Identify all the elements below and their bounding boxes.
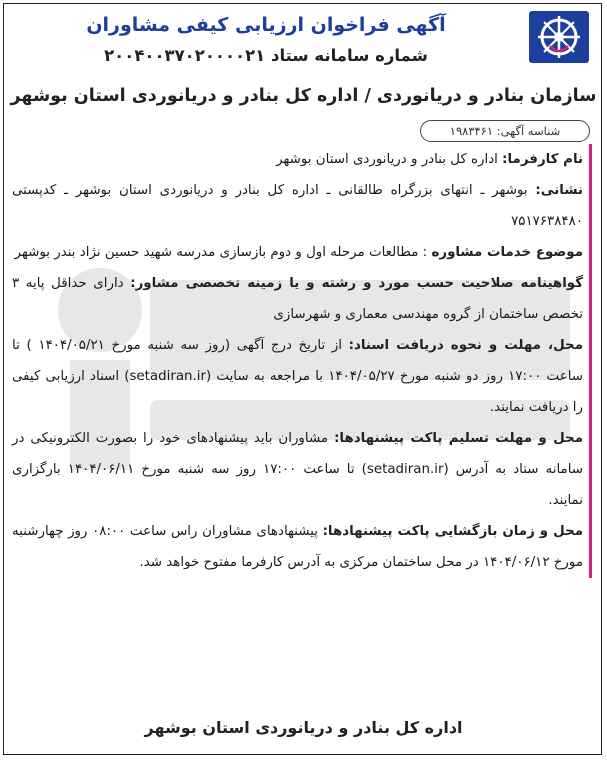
ad-title: آگهی فراخوان ارزیابی کیفی مشاوران <box>86 14 446 36</box>
submission-section <box>12 423 592 516</box>
subject-label: موضوع خدمات مشاوره <box>431 245 583 260</box>
submission-label: محل و مهلت تسلیم پاکت پیشنهادها: <box>334 431 583 446</box>
organization-title: سازمان بنادر و دریانوردی / اداره کل بنادر و دریانوردی استان بوشهر <box>10 86 597 106</box>
address-value: بوشهر ـ انتهای بزرگراه طالقانی ـ اداره کل بنادر و دریانوردی استان بوشهر ـ کدپستی ۷۵۱۷۶۳۸۴۸۰ <box>12 183 583 229</box>
address-label: نشانی: <box>535 183 583 198</box>
ports-maritime-logo-icon <box>528 10 590 64</box>
submission-value: مشاوران باید پیشنهادهای خود را بصورت الکترونیکی در سامانه ستاد به آدرس (setadiran.ir) تا ساعت ۱۷:۰۰ روز سه شنبه مورخ ۱۴۰۴/۰۶/۱۱ بارگزاری نمایند. <box>12 431 583 508</box>
opening-section <box>12 516 592 578</box>
documents-label: محل، مهلت و نحوه دریافت اسناد: <box>348 338 583 353</box>
employer-label: نام کارفرما: <box>502 152 583 167</box>
opening-value: پیشنهادهای مشاوران راس ساعت ۰۸:۰۰ روز چهارشنبه مورخ ۱۴۰۴/۰۶/۱۲ در محل ساختمان مرکزی به آدرس کارفرما مفتوح خواهد شد. <box>12 524 583 570</box>
footer-organization: اداره کل بنادر و دریانوردی استان بوشهر <box>144 718 463 737</box>
opening-label: محل و زمان بازگشایی پاکت پیشنهادها: <box>322 524 584 539</box>
documents-value: از تاریخ درج آگهی (روز سه شنبه مورخ ۱۴۰۴/۰۵/۲۱ ) تا ساعت ۱۷:۰۰ روز دو شنبه مورخ ۱۴۰۴/۰۵/۲۷ با مراجعه به سایت (setadiran.ir) اسناد ارزیابی کیفی را دریافت نمایند. <box>12 338 583 415</box>
employer-value: اداره کل بنادر و دریانوردی استان بوشهر <box>276 152 503 167</box>
certificate-label: گواهینامه صلاحیت حسب مورد و رشته و یا زمینه تخصصی مشاور: <box>130 276 583 291</box>
employer-section <box>12 144 592 175</box>
documents-section <box>12 330 592 423</box>
certificate-section <box>12 268 592 330</box>
subject-section <box>12 237 592 268</box>
ad-body <box>12 144 592 578</box>
subject-value: : مطالعات مرحله اول و دوم بازسازی مدرسه شهید حسین نژاد بندر بوشهر <box>14 245 432 260</box>
ad-id-badge: شناسه آگهی: ۱۹۸۳۴۶۱ <box>420 120 590 142</box>
setad-number: شماره سامانه ستاد ۲۰۰۴۰۰۳۷۰۲۰۰۰۰۲۱ <box>104 46 428 65</box>
address-section <box>12 175 592 237</box>
certificate-value: دارای حداقل پایه ۳ تخصص ساختمان از گروه مهندسی معماری و شهرسازی <box>12 276 583 322</box>
